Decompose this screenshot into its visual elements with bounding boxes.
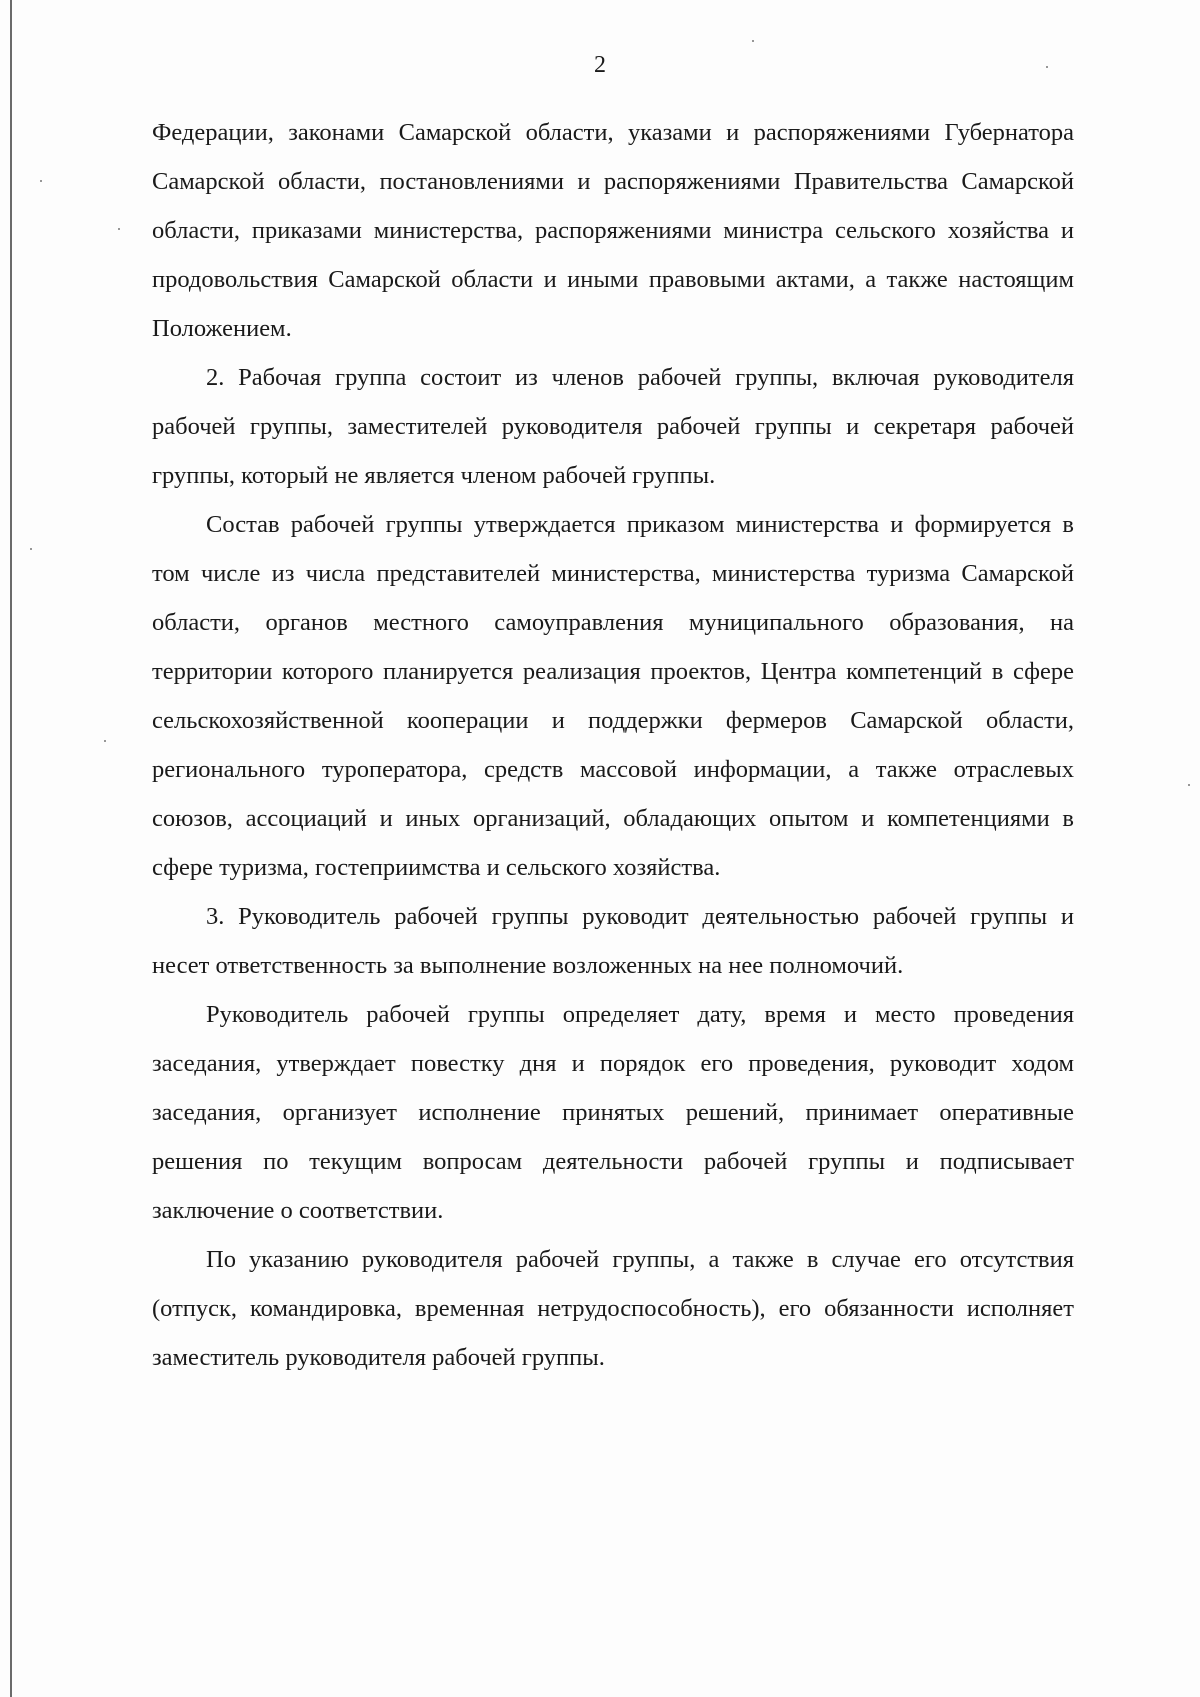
paragraph-item-2: 2. Рабочая группа состоит из членов рабочей группы, включая руководителя рабочей группы, заместителей руководителя рабочей группы и секретаря рабочей группы, который не является членом рабочей группы.: [152, 364, 1074, 489]
scan-speck: [1046, 66, 1048, 68]
scan-speck: [1188, 784, 1190, 786]
document-body: [152, 108, 1074, 1382]
paragraph-deputy: По указанию руководителя рабочей группы, а также в случае его отсутствия (отпуск, командировка, временная нетрудоспособность), его обязанности исполняет заместитель руководителя рабочей группы.: [152, 1246, 1074, 1371]
scan-left-edge: [10, 0, 12, 1697]
paragraph-head-duties: Руководитель рабочей группы определяет дату, время и место проведения заседания, утверждает повестку дня и порядок его проведения, руководит ходом заседания, организует исполнение принятых решений, принимает оперативные решения по текущим вопросам деятельности рабочей группы и подписывает заключение о соответствии.: [152, 1001, 1074, 1224]
paragraph-continuation: Федерации, законами Самарской области, указами и распоряжениями Губернатора Самарской области, постановлениями и распоряжениями Правительства Самарской области, приказами министерства, распоряжениями министра сельского хозяйства и продовольствия Самарской области и иными правовыми актами, а также настоящим Положением.: [152, 119, 1074, 342]
scan-speck: [40, 180, 42, 182]
scan-speck: [30, 548, 32, 550]
scan-speck: [104, 740, 106, 742]
paragraph-composition: Состав рабочей группы утверждается приказом министерства и формируется в том числе из числа представителей министерства, министерства туризма Самарской области, органов местного самоуправления муниципального образования, на территории которого планируется реализация проектов, Центра компетенций в сфере сельскохозяйственной кооперации и поддержки фермеров Самарской области, регионального туроператора, средств массовой информации, а также отраслевых союзов, ассоциаций и иных организаций, обладающих опытом и компетенциями в сфере туризма, гостеприимства и сельского хозяйства.: [152, 511, 1074, 881]
scan-speck: [118, 228, 120, 230]
page-number: 2: [594, 52, 606, 78]
scan-speck: [752, 40, 754, 42]
paragraph-item-3: 3. Руководитель рабочей группы руководит деятельностью рабочей группы и несет ответственность за выполнение возложенных на нее полномочий.: [152, 903, 1074, 979]
